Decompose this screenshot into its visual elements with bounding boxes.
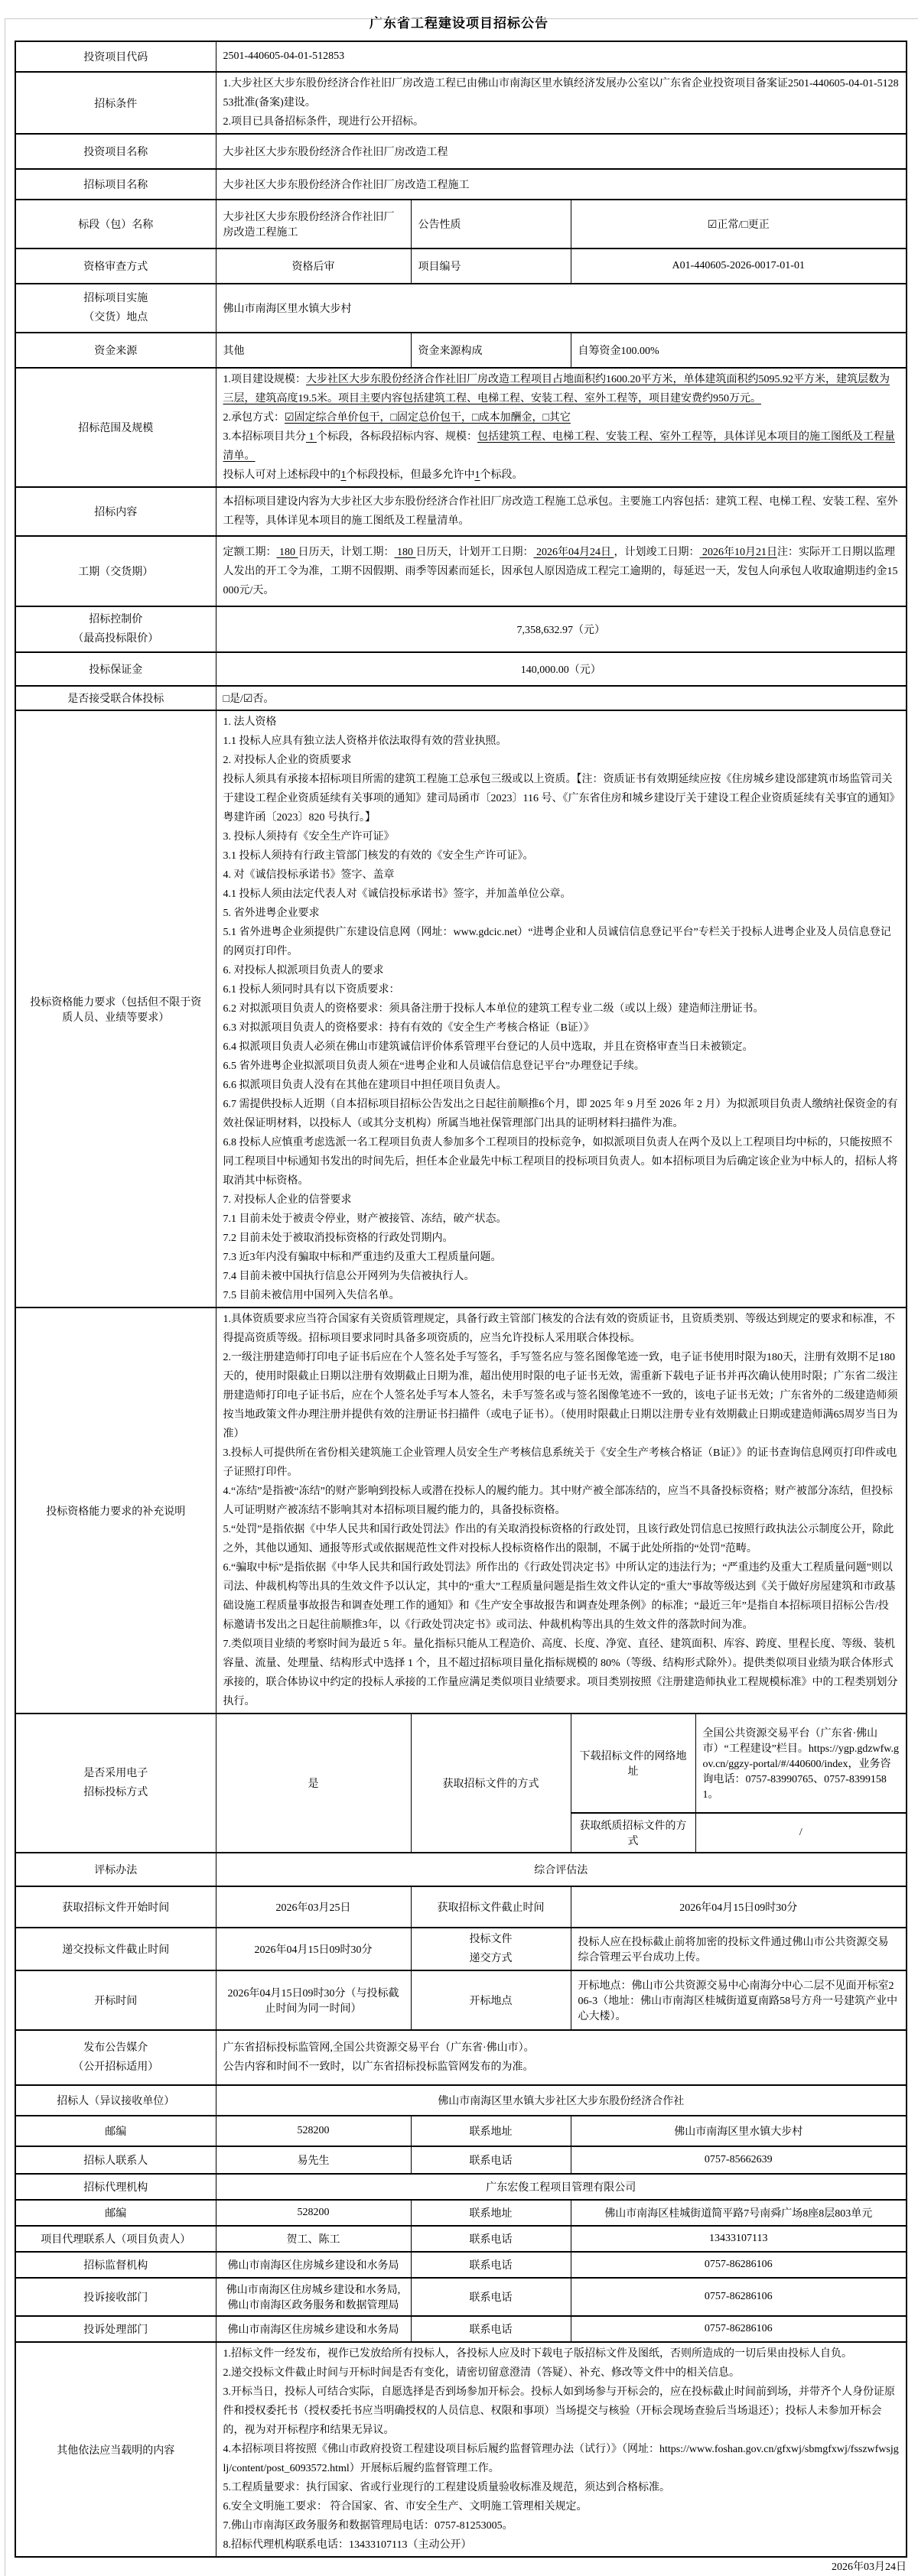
location-value: 佛山市南海区里水镇大步村 [216, 284, 907, 333]
postcode1-value: 528200 [216, 2116, 411, 2146]
row-submission [15, 1928, 907, 1970]
scope-label: 招标范围及规模 [15, 368, 216, 487]
qualification-requirements-value: 1. 法人资格 1.1 投标人应具有独立法人资格并依法取得有效的营业执照。 2. 对投标人企业的资质要求 投标人须具有承接本招标项目所需的建筑工程施工总承包三级或以上资质。【注：资质证书有效期延续应按《住房城乡建设部建筑市场监管司关于建设工程企业资质延续有关事项的通知》建司局函市〔2023〕116 号、《广东省住房和城乡建设厅关于建设工程企业资质延续有关事宜的通知》粤建许函〔2023〕820 号执行。】 3. 投标人须持有《安全生产许可证》 3.1 投标人须持有行政主管部门核发的有效的《安全生产许可证》。 4. 对《诚信投标承诺书》签字、盖章 4.1 投标人须由法定代表人对《诚信投标承诺书》签字，并加盖单位公章。 5. 省外进粤企业要求 5.1 省外进粤企业须提供广东建设信息网（网址：www.gdcic.net）“进粤企业和人员诚信信息登记平台”专栏关于投标人进粤企业及人员信息登记的网页打印件。 6. 对投标人拟派项目负责人的要求 6.1 投标人须同时具有以下资质要求： 6.2 对拟派项目负责人的资格要求：须具备注册于投标人本单位的建筑工程专业二级（或以上级）建造师注册证书。 6.3 对拟派项目负责人的资格要求：持有有效的《安全生产考核合格证（B证）》 6.4 拟派项目负责人必须在佛山市建筑诚信评价体系管理平台登记的人员中选取，并且在资格审查当日未被锁定。 6.5 省外进粤企业拟派项目负责人须在“进粤企业和人员诚信信息登记平台”办理登记手续。 6.6 拟派项目负责人没有在其他在建项目中担任项目负责人。 6.7 需提供投标人近期（自本招标项目招标公告发出之日起往前顺推6个月，即 2025 年 9 月至 2026 年 2 月）为拟派项目负责人缴纳社保资金的有效社保证明材料，以投标人（或其分支机构）所属当地社保管理部门出具的证明材料扫描件为准。 6.8 投标人应慎重考虑选派一名工程项目负责人参加多个工程项目的投标竞争，如拟派项目负责人在两个及以上工程项目均中标的，只能按照不同工程项目中标通知书发出的时间先后，担任本企业最先中标工程项目的投标项目负责人。如本招标项目为后确定该企业为中标人的，招标人将取消其中标资格。 7. 对投标人企业的信誉要求 7.1 目前未处于被责令停业，财产被接管、冻结，破产状态。 7.2 目前未处于被取消投标资格的行政处罚期内。 7.3 近3年内没有骗取中标和严重违约及重大工程质量问题。 7.4 目前未被中国执行信息公开网列为失信被执行人。 7.5 目前未被信用中国列入失信名单。 [216, 710, 907, 1307]
paper-method-value: / [695, 1813, 907, 1853]
row-postcode2 [15, 2200, 907, 2226]
tenderee-label: 招标人（异议接收单位） [15, 2085, 216, 2116]
publish-date: 2026年03月24日 [832, 2561, 907, 2573]
complaint-handle-label: 投诉处理部门 [15, 2316, 216, 2342]
submission-method-value: 投标人应在投标截止前将加密的投标文件通过佛山市公共资源交易综合管理云平台成功上传。 [571, 1928, 907, 1970]
row-investment-project-name [15, 134, 907, 169]
doc-start-time-value: 2026年03月25日 [216, 1886, 411, 1928]
tenderee-phone-value: 0757-85662639 [571, 2146, 907, 2174]
qualification-supplement-value: 1.具体资质要求应当符合国家有关资质管理规定，具备行政主管部门核发的合法有效的资质证书，且资质类别、等级达到规定的要求和标准，不得提高资质等级。招标项目要求同时具备多项资质的，应当允许投标人采用联合体投标。 2.一级注册建造师打印电子证书后应在个人签名处手写签名，手写签名应与签名图像笔迹一致，电子证书使用时限为180天，注册有效期不足180天的，使用时限截止日期以注册有效期截止日期为准，超出使用时限的电子证书无效，需重新下载电子证书并再次确认使用时限；广东省二级注册建造师打印电子证书后，应在个人签名处手写本人签名，未手写签名或与签名图像笔迹不一致的，该电子证书无效；广东省外的二级建造师须按当地政策文件办理注册并提供有效的注册证书扫描件（或电子证书）。（使用时限截止日期以注册专业有效期截止日期或建造师满65周岁当日为准） 3.投标人可提供所在省份相关建筑施工企业管理人员安全生产考核信息系统关于《安全生产考核合格证（B证）》的证书查询信息网页打印件或电子证照打印件。 4.“冻结”是指被“冻结”的财产影响到投标人或潜在投标人的履约能力。其中财产被全部冻结的，应当不具备投标资格；财产被部分冻结，但投标人可证明财产被冻结不影响其对本招标项目履约能力的，具备投标资格。 5.“处罚”是指依据《中华人民共和国行政处罚法》作出的有关取消投标资格的行政处罚，且该行政处罚信息已按照行政执法公示制度公开，除此之外，其他以通知、通报等形式或依据规范性文件对投标人投标资格作出的限制，不属于此处所指的“处罚”范畴。 6.“骗取中标”是指依据《中华人民共和国行政处罚法》所作出的《行政处罚决定书》中所认定的违法行为；“严重违约及重大工程质量问题”则以司法、仲裁机构等出具的生效文件予以认定，其中的“重大”工程质量问题是指生效文件认定的“重大”事故等级达到《关于做好房屋建筑和市政基础设施工程质量事故报告和调查处理工作的通知》和《生产安全事故报告和调查处理条例》的标准；“最近三年”是指自本招标项目招标公告/投标邀请书发出之日起往前顺推3年，以《行政处罚决定书》或司法、仲裁机构等出具的生效文件的落款时间为准。 7.类似项目业绩的考察时间为最近 5 年。量化指标只能从工程造价、高度、长度、净宽、直径、建筑面积、库容、跨度、里程长度、等级、装机容量、流量、处理量、结构形式中选择 1 个，且不超过招标项目量化指标规模的 80%（等级、结构形式除外）。提供类似项目业绩为联合体形式承接的，联合体协议中约定的投标人承接的工作量应满足类似项目业绩要求。项目类别按照《注册建造师执业工程规模标准》中的工程类别划分执行。 [216, 1307, 907, 1714]
row-announcement-media [15, 2030, 907, 2085]
notice-nature-value: ☑正常/□更正 [571, 200, 907, 249]
row-project-code [15, 41, 907, 72]
row-tenderee-contact [15, 2146, 907, 2174]
investment-project-name-value: 大步社区大步东股份经济合作社旧厂房改造工程 [216, 134, 907, 169]
row-other-content [15, 2342, 907, 2557]
funding-source-label: 资金来源 [15, 333, 216, 368]
electronic-bidding-value: 是 [216, 1714, 411, 1853]
tender-project-name-label: 招标项目名称 [15, 169, 216, 200]
tender-announcement-table [15, 41, 907, 2558]
scope-value: 1.项目建设规模：大步社区大步东股份经济合作社旧厂房改造工程项目占地面积约1600.20平方米，单体建筑面积约5095.92平方米，建筑层数为三层，建筑高度19.5米。项目主要内容包括建筑工程、电梯工程、安装工程、室外工程等，项目建安费约950万元。 2.承包方式：☑固定综合单价包干，□固定总价包干，□成本加酬金，□其它 3.本招标项目共分 1 个标段，各标段招标内容、规模：包括建筑工程、电梯工程、安装工程、室外工程等，具体详见本项目的施工图纸及工程量清单。 投标人可对上述标段中的1个标段投标，但最多允许中1个标段。 [216, 368, 907, 487]
row-electronic-bidding [15, 1714, 907, 1813]
row-tender-conditions [15, 72, 907, 134]
opening-place-label: 开标地点 [411, 1970, 571, 2030]
tender-content-value: 本招标项目建设内容为大步社区大步东股份经济合作社旧厂房改造工程施工总承包。主要施工内容包括：建筑工程、电梯工程、安装工程、室外工程等，具体详见本项目的施工图纸及工程量清单。 [216, 487, 907, 536]
paper-method-label: 获取纸质招标文件的方式 [571, 1813, 695, 1853]
supervision-org-phone-label: 联系电话 [411, 2252, 571, 2278]
row-qualification-supplement [15, 1307, 907, 1714]
row-control-price [15, 606, 907, 652]
row-section-name [15, 200, 907, 249]
row-complaint-handle [15, 2316, 907, 2342]
qualification-review-label: 资格审查方式 [15, 249, 216, 284]
announcement-media-label: 发布公告媒介 （公开招标适用） [15, 2030, 216, 2085]
qualification-supplement-label: 投标资格能力要求的补充说明 [15, 1307, 216, 1714]
project-code-label: 投资项目代码 [15, 41, 216, 72]
complaint-receive-phone-value: 0757-86286106 [571, 2278, 907, 2316]
row-funding [15, 333, 907, 368]
row-bid-bond [15, 652, 907, 686]
row-doc-times [15, 1886, 907, 1928]
postcode2-value: 528200 [216, 2200, 411, 2226]
tender-conditions-label: 招标条件 [15, 72, 216, 134]
contact-address1-label: 联系地址 [411, 2116, 571, 2146]
agency-phone-label: 联系电话 [411, 2226, 571, 2252]
electronic-bidding-label: 是否采用电子 招标投标方式 [15, 1714, 216, 1853]
doc-end-time-label: 获取招标文件截止时间 [411, 1886, 571, 1928]
supervision-org-phone-value: 0757-86286106 [571, 2252, 907, 2278]
agency-contact-value: 贺工、陈工 [216, 2226, 411, 2252]
row-tender-content [15, 487, 907, 536]
qualification-review-value: 资格后审 [216, 249, 411, 284]
row-tenderee [15, 2085, 907, 2116]
agency-value: 广东宏俊工程项目管理有限公司 [216, 2174, 907, 2200]
row-supervision-org [15, 2252, 907, 2278]
row-location [15, 284, 907, 333]
funding-composition-value: 自筹资金100.00% [571, 333, 907, 368]
agency-contact-label: 项目代理联系人（项目负责人） [15, 2226, 216, 2252]
evaluation-method-value: 综合评估法 [216, 1853, 907, 1886]
opening-time-value: 2026年04月15日09时30分（与投标截止时间为同一时间） [216, 1970, 411, 2030]
page-title: 广东省工程建设项目招标公告 [369, 16, 549, 31]
control-price-value: 7,358,632.97（元） [216, 606, 907, 652]
agency-phone-value: 13433107113 [571, 2226, 907, 2252]
section-name-value: 大步社区大步东股份经济合作社旧厂房改造工程施工 [216, 200, 411, 249]
other-content-label: 其他依法应当载明的内容 [15, 2342, 216, 2557]
funding-composition-label: 资金来源构成 [411, 333, 571, 368]
tender-project-name-value: 大步社区大步东股份经济合作社旧厂房改造工程施工 [216, 169, 907, 200]
tender-conditions-value: 1.大步社区大步东股份经济合作社旧厂房改造工程已由佛山市南海区里水镇经济发展办公室以广东省企业投资项目备案证2501-440605-04-01-512853批准(备案)建设。 2.项目已具备招标条件，现进行公开招标。 [216, 72, 907, 134]
row-qualification-requirements [15, 710, 907, 1307]
duration-value: 定额工期： 180 日历天，计划工期： 180 日历天，计划开工日期： 2026年04月24日 ，计划竣工日期： 2026年10月21日注：实际开工日期以监理人发出的开工令为准，工期不因假期、雨季等因素而延长，因承包人原因造成工程完工逾期的，每延迟一天，发包人向承包人收取逾期违约金15000元/天。 [216, 536, 907, 606]
row-opening [15, 1970, 907, 2030]
download-address-label: 下载招标文件的网络地址 [571, 1714, 695, 1813]
duration-label: 工期（交货期） [15, 536, 216, 606]
tenderee-value: 佛山市南海区里水镇大步社区大步东股份经济合作社 [216, 2085, 907, 2116]
postcode1-label: 邮编 [15, 2116, 216, 2146]
row-tender-project-name [15, 169, 907, 200]
tenderee-phone-label: 联系电话 [411, 2146, 571, 2174]
doc-start-time-label: 获取招标文件开始时间 [15, 1886, 216, 1928]
project-code-value: 2501-440605-04-01-512853 [216, 41, 907, 72]
other-content-value: 1.招标文件一经发布，视作已发放给所有投标人，各投标人应及时下载电子版招标文件及图纸，否则所造成的一切后果由投标人自负。 2.递交投标文件截止时间与开标时间是否有变化，请密切留意澄清（答疑）、补充、修改等文件中的相关信息。 3.开标当日，投标人可结合实际，自愿选择是否到场参加开标会。投标人如到场参与开标会的，应在投标截止时间前到场，并带齐个人身份证原件和授权委托书（授权委托书应当明确授权的人员信息、权限和事项）当场提交与核验（开标会现场查验后当场退还）；投标人未参加开标会的，视为对开标程序和结果无异议。 4.本招标项目将按照《佛山市政府投资工程建设项目标后履约监督管理办法（试行）》（网址：https://www.foshan.gov.cn/gfxwj/sbmgfxwj/fsszwfwsjglj/content/post_6093572.html）开展标后履约监督管理工作。 5.工程质量要求：执行国家、省或行业现行的工程建设质量验收标准及规范，须达到合格标准。 6.安全文明施工要求： 符合国家、省、市安全生产、文明施工管理相关规定。 7.佛山市南海区政务服务和数据管理局电话：0757-81253005。 8.招标代理机构联系电话：13433107113（主动公开） [216, 2342, 907, 2557]
notice-nature-label: 公告性质 [411, 200, 571, 249]
opening-place-value: 开标地点：佛山市公共资源交易中心南海分中心二层不见面开标室206-3（地址：佛山市南海区桂城街道夏南路58号方舟一号建筑产业中心大楼）。 [571, 1970, 907, 2030]
submission-deadline-value: 2026年04月15日09时30分 [216, 1928, 411, 1970]
obtain-method-label: 获取招标文件的方式 [411, 1714, 571, 1853]
qualification-requirements-label: 投标资格能力要求（包括但不限于资质人员、业绩等要求） [15, 710, 216, 1307]
row-consortium [15, 686, 907, 710]
tenderee-contact-value: 易先生 [216, 2146, 411, 2174]
complaint-handle-phone-value: 0757-86286106 [571, 2316, 907, 2342]
row-agency-contact [15, 2226, 907, 2252]
row-duration [15, 536, 907, 606]
complaint-receive-phone-label: 联系电话 [411, 2278, 571, 2316]
contact-address2-value: 佛山市南海区桂城街道简平路7号南舜广场8座8层803单元 [571, 2200, 907, 2226]
opening-time-label: 开标时间 [15, 1970, 216, 2030]
complaint-handle-value: 佛山市南海区住房城乡建设和水务局 [216, 2316, 411, 2342]
project-number-value: A01-440605-2026-0017-01-01 [571, 249, 907, 284]
row-qualification-review [15, 249, 907, 284]
consortium-value: □是/☑否。 [216, 686, 907, 710]
row-scope [15, 368, 907, 487]
funding-source-value: 其他 [216, 333, 411, 368]
project-number-label: 项目编号 [411, 249, 571, 284]
supervision-org-label: 招标监督机构 [15, 2252, 216, 2278]
row-agency [15, 2174, 907, 2200]
tenderee-contact-label: 招标人联系人 [15, 2146, 216, 2174]
supervision-org-value: 佛山市南海区住房城乡建设和水务局 [216, 2252, 411, 2278]
download-address-value: 全国公共资源交易平台（广东省·佛山市）“工程建设”栏目。https://ygp.gdzwfw.gov.cn/ggzy-portal/#/440600/index，业务咨询电话：0757-83990765、0757-83991581。 [695, 1714, 907, 1813]
submission-method-label: 投标文件 递交方式 [411, 1928, 571, 1970]
bid-bond-value: 140,000.00（元） [216, 652, 907, 686]
location-label: 招标项目实施 （交货）地点 [15, 284, 216, 333]
submission-deadline-label: 递交投标文件截止时间 [15, 1928, 216, 1970]
evaluation-method-label: 评标办法 [15, 1853, 216, 1886]
complaint-handle-phone-label: 联系电话 [411, 2316, 571, 2342]
row-postcode1 [15, 2116, 907, 2146]
doc-end-time-value: 2026年04月15日09时30分 [571, 1886, 907, 1928]
announcement-media-value: 广东省招标投标监管网,全国公共资源交易平台（广东省·佛山市）。 公告内容和时间不一致时，以广东省招标投标监管网发布的为准。 [216, 2030, 907, 2085]
complaint-receive-value: 佛山市南海区住房城乡建设和水务局,佛山市南海区政务服务和数据管理局 [216, 2278, 411, 2316]
contact-address1-value: 佛山市南海区里水镇大步村 [571, 2116, 907, 2146]
row-complaint-receive [15, 2278, 907, 2316]
postcode2-label: 邮编 [15, 2200, 216, 2226]
consortium-label: 是否接受联合体投标 [15, 686, 216, 710]
complaint-receive-label: 投诉接收部门 [15, 2278, 216, 2316]
row-evaluation-method [15, 1853, 907, 1886]
tender-content-label: 招标内容 [15, 487, 216, 536]
agency-label: 招标代理机构 [15, 2174, 216, 2200]
section-name-label: 标段（包）名称 [15, 200, 216, 249]
investment-project-name-label: 投资项目名称 [15, 134, 216, 169]
contact-address2-label: 联系地址 [411, 2200, 571, 2226]
bid-bond-label: 投标保证金 [15, 652, 216, 686]
control-price-label: 招标控制价 （最高投标限价） [15, 606, 216, 652]
